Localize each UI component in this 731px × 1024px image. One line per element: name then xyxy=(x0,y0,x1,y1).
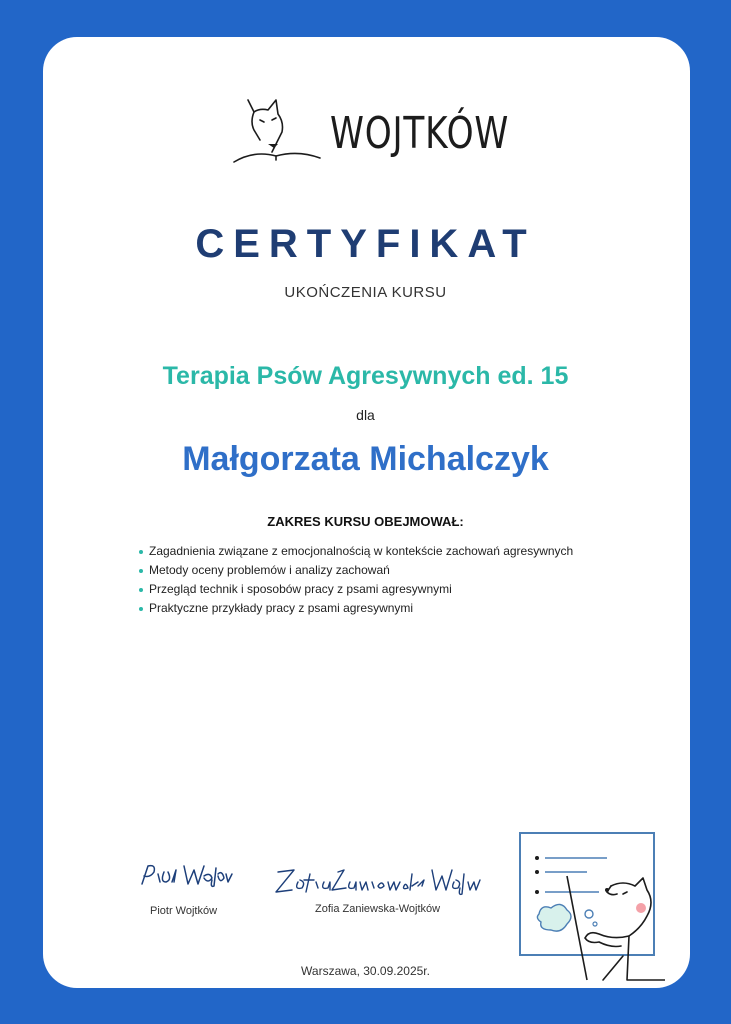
scope-item: Przegląd technik i sposobów pracy z psami agresywnymi xyxy=(139,580,573,599)
signatory-name: Piotr Wojtków xyxy=(150,905,218,917)
scope-item: Praktyczne przykłady pracy z psami agresywnymi xyxy=(139,599,573,618)
brand-logo xyxy=(232,96,512,168)
certificate-title: CERTYFIKAT xyxy=(195,222,536,266)
signatory-name: Zofia Zaniewska-Wojtków xyxy=(315,903,441,915)
certificate-subtitle: UKOŃCZENIA KURSU xyxy=(284,284,447,301)
recipient-name: Małgorzata Michalczyk xyxy=(182,440,549,478)
scope-item: Zagadnienia związane z emocjonalnością w kontekście zachowań agresywnych xyxy=(139,542,573,561)
scope-item: Metody oceny problemów i analizy zachowań xyxy=(139,561,573,580)
dog-with-pointer-at-board-icon xyxy=(515,830,665,1005)
scope-list xyxy=(139,542,573,618)
signature-zofia xyxy=(272,864,482,896)
dog-reading-book-icon xyxy=(232,96,328,168)
for-label: dla xyxy=(356,407,375,423)
brand-name: WOJTKÓW xyxy=(330,108,510,159)
signature-piotr xyxy=(138,860,238,896)
course-name: Terapia Psów Agresywnych ed. 15 xyxy=(162,362,569,390)
scope-heading: ZAKRES KURSU OBEJMOWAŁ: xyxy=(267,514,464,529)
place-and-date: Warszawa, 30.09.2025r. xyxy=(301,964,430,978)
